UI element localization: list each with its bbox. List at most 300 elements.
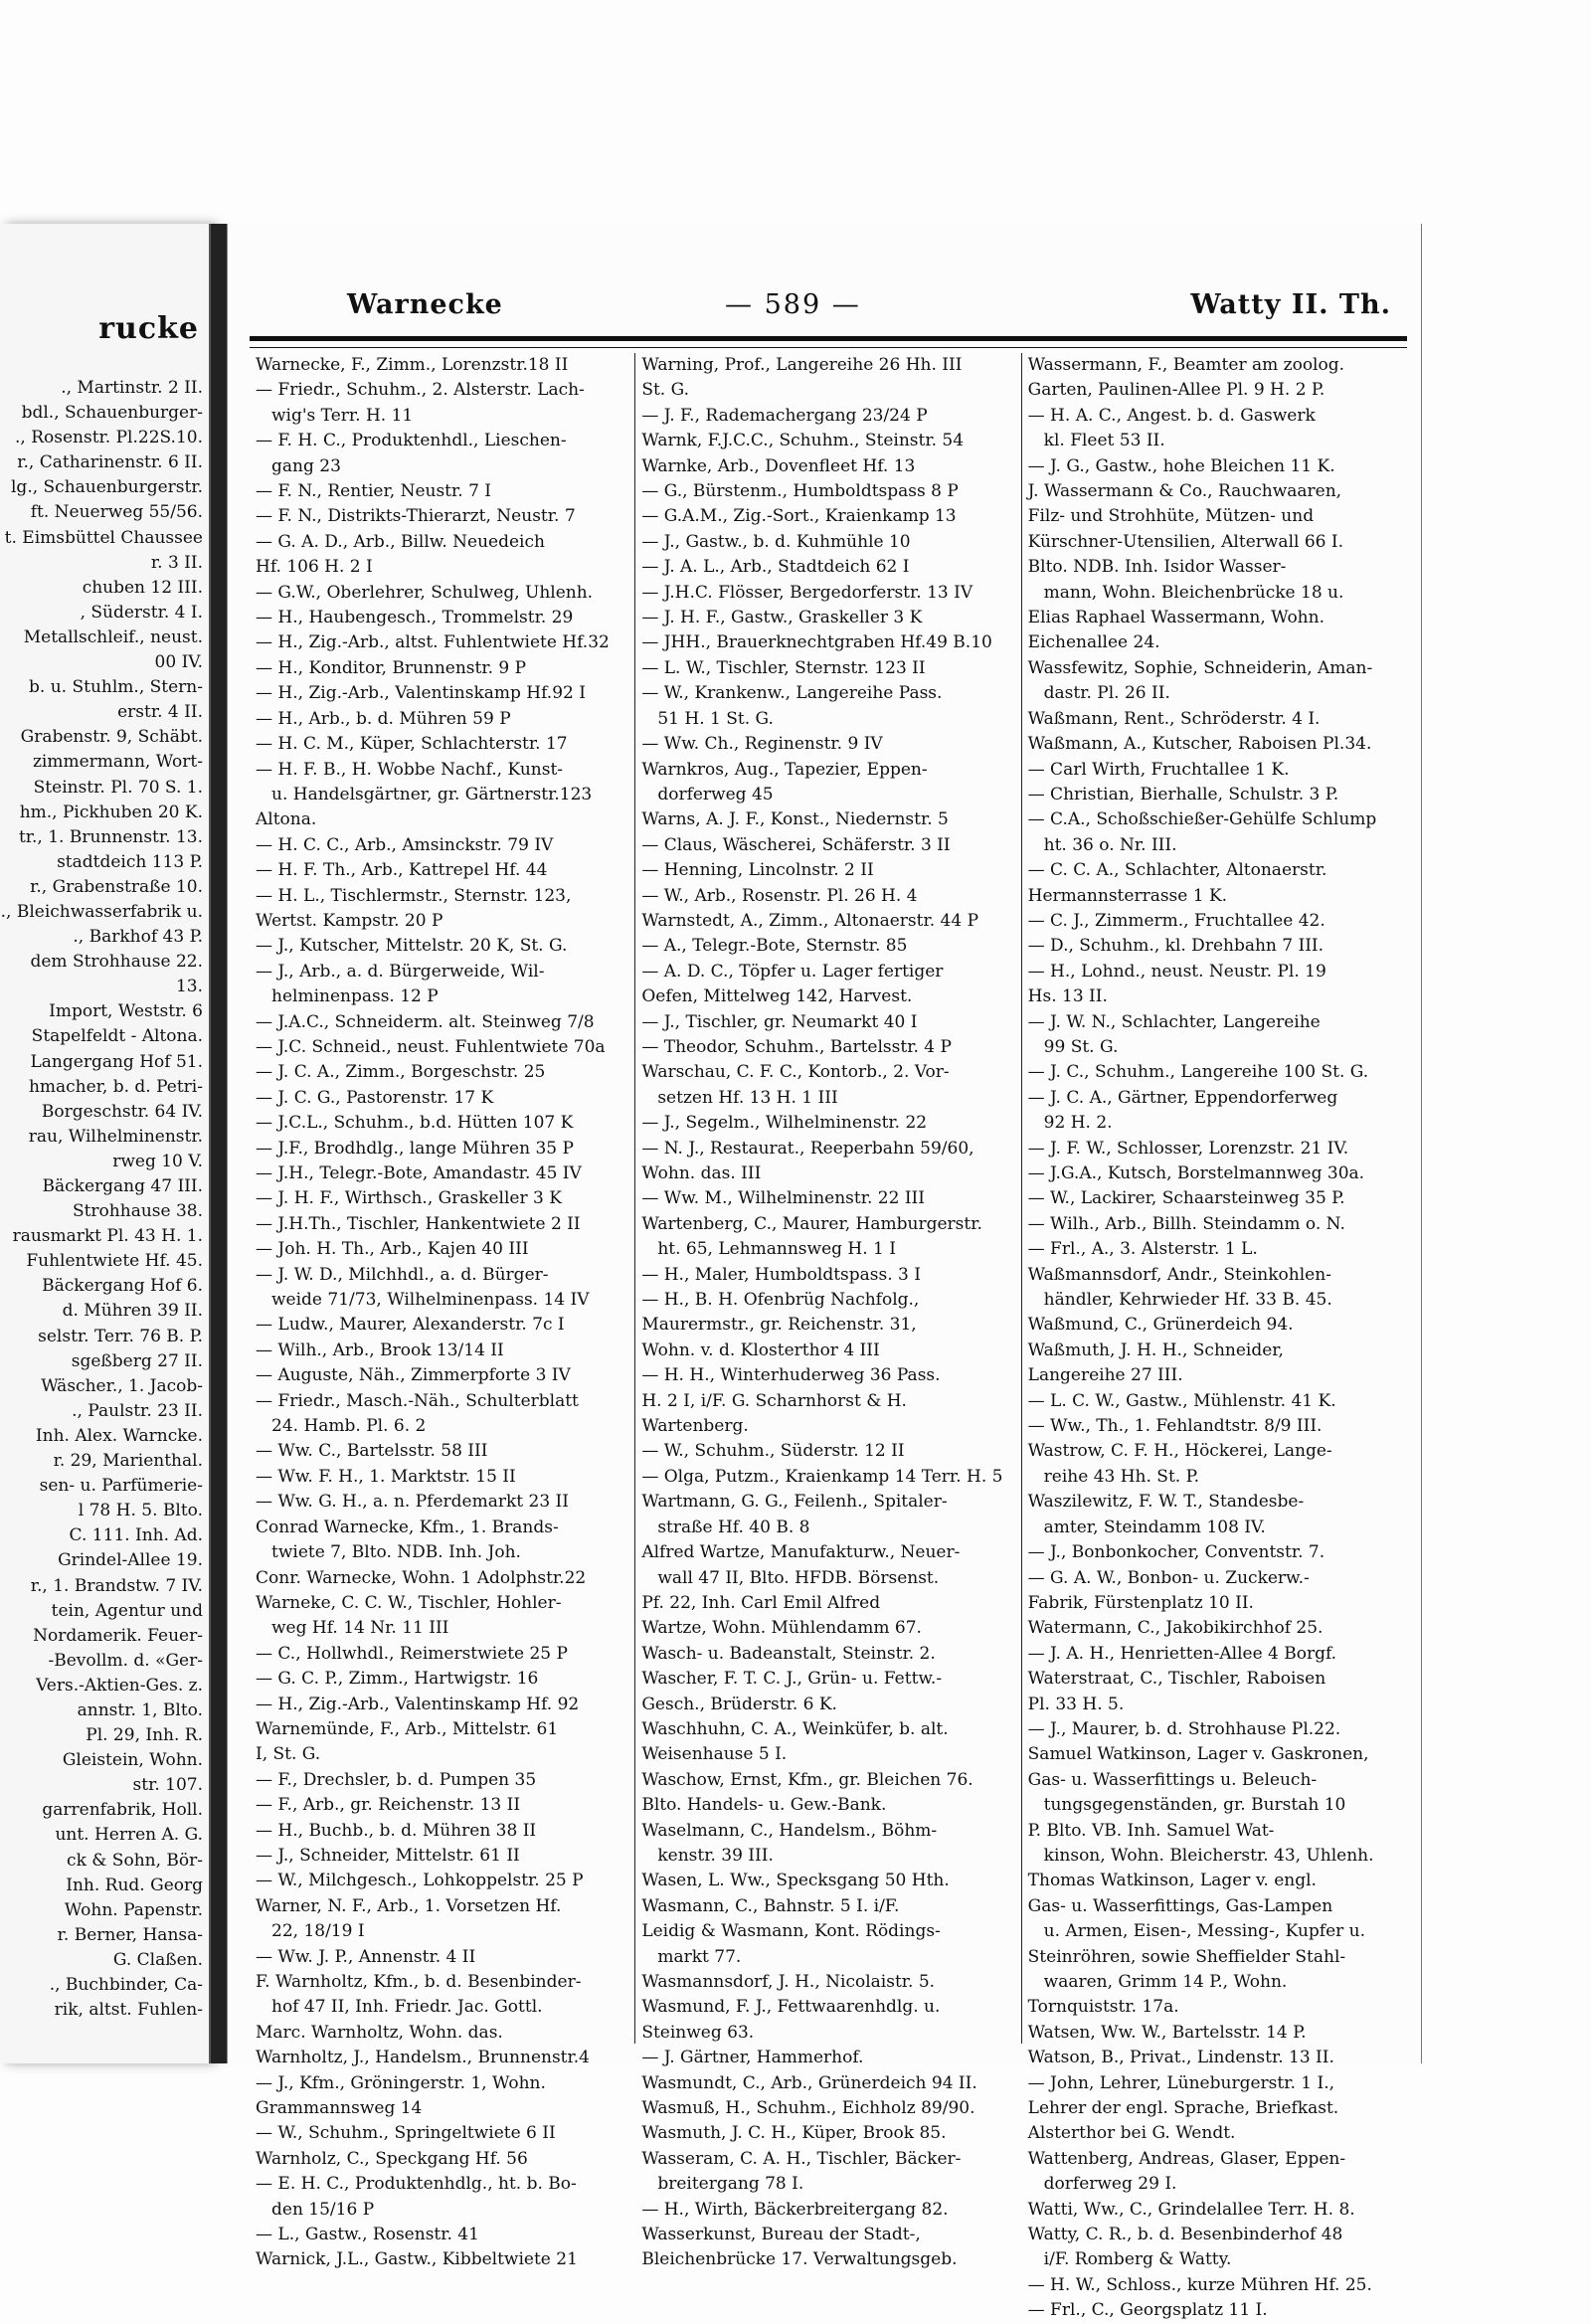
directory-entry-line: amter, Steindamm 108 IV. bbox=[1043, 1517, 1266, 1537]
directory-entry-line: Wasmundt, C., Arb., Grünerdeich 94 II. bbox=[641, 2072, 977, 2093]
directory-entry-line: den 15/16 P bbox=[271, 2199, 375, 2220]
left-page-line: 13. bbox=[175, 977, 203, 997]
left-page-line: Grabenstr. 9, Schäbt. bbox=[20, 727, 203, 748]
directory-entry-line: Waschhuhn, C. A., Weinküfer, b. alt. bbox=[641, 1718, 949, 1739]
directory-entry-line: Waszilewitz, F. W. T., Standesbe- bbox=[1027, 1492, 1305, 1513]
directory-entry-line: Waßmuth, J. H. H., Schneider, bbox=[1027, 1340, 1284, 1360]
directory-entry-line: händler, Kehrwieder Hf. 33 B. 45. bbox=[1043, 1290, 1332, 1311]
directory-entry-line: H. 2 I, i/F. G. Scharnhorst & H. bbox=[641, 1390, 907, 1411]
directory-entry-line: 99 St. G. bbox=[1043, 1036, 1119, 1057]
left-page-line: Inh. Rud. Georg bbox=[66, 1875, 203, 1895]
directory-entry-line: Weisenhause 5 I. bbox=[641, 1744, 788, 1765]
left-page-line: erstr. 4 II. bbox=[117, 702, 203, 723]
left-page-line: ., Barkhof 43 P. bbox=[73, 927, 203, 948]
directory-entry-line: Pl. 33 H. 5. bbox=[1027, 1694, 1125, 1714]
directory-entry-line: — J., Maurer, b. d. Strohhause Pl.22. bbox=[1027, 1718, 1341, 1739]
directory-entry-line: Waselmann, C., Handelsm., Böhm- bbox=[641, 1820, 938, 1841]
directory-entry-line: — J. G., Gastw., hohe Bleichen 11 K. bbox=[1027, 455, 1335, 476]
directory-entry-line: Warnemünde, F., Arb., Mittelstr. 61 bbox=[256, 1718, 559, 1739]
directory-entry-line: ht. 65, Lehmannsweg H. 1 I bbox=[657, 1239, 896, 1260]
directory-entry-line: — H. C. M., Küper, Schlachterstr. 17 bbox=[256, 734, 568, 755]
left-page-line: stadtdeich 113 P. bbox=[57, 851, 203, 872]
directory-entry-line: — Ww. M., Wilhelminenstr. 22 III bbox=[641, 1188, 925, 1209]
left-page-line: r. 3 II. bbox=[150, 552, 203, 573]
directory-entry-line: — Frl., C., Georgsplatz 11 I. bbox=[1027, 2300, 1268, 2321]
directory-entry-line: — W., Krankenw., Langereihe Pass. bbox=[641, 683, 943, 704]
directory-entry-line: — Friedr., Masch.-Näh., Schulterblatt bbox=[256, 1390, 579, 1411]
running-head-right: Watty II. Th. bbox=[1190, 289, 1391, 320]
directory-entry-line: Warnholtz, J., Handelsm., Brunnenstr.4 bbox=[256, 2048, 590, 2068]
directory-entry-line: Warns, A. J. F., Konst., Niedernstr. 5 bbox=[641, 809, 949, 830]
directory-entry-line: — F., Arb., gr. Reichenstr. 13 II bbox=[256, 1795, 521, 1816]
left-page-line: Wäscher., 1. Jacob- bbox=[41, 1375, 203, 1396]
left-page-line: Bäckergang 47 III. bbox=[42, 1176, 203, 1196]
directory-entry-line: kinson, Wohn. Bleicherstr. 43, Uhlenh. bbox=[1043, 1845, 1374, 1866]
directory-entry-line: — J.H.C. Flösser, Bergedorferstr. 13 IV bbox=[641, 582, 973, 603]
running-head-left: Warnecke bbox=[347, 289, 503, 320]
directory-entry-line: wig's Terr. H. 11 bbox=[271, 405, 414, 426]
left-page-line: Vers.-Aktien-Ges. z. bbox=[36, 1675, 203, 1696]
left-page-line: unt. Herren A. G. bbox=[55, 1825, 203, 1846]
directory-entry-line: dorferweg 29 I. bbox=[1043, 2174, 1177, 2195]
directory-entry-line: straße Hf. 40 B. 8 bbox=[657, 1517, 810, 1537]
directory-entry-line: 92 H. 2. bbox=[1043, 1113, 1113, 1134]
directory-entry-line: — H. F. Th., Arb., Kattrepel Hf. 44 bbox=[256, 860, 548, 881]
directory-entry-line: Fabrik, Fürstenplatz 10 II. bbox=[1027, 1592, 1254, 1613]
left-page-line: Stapelfeldt - Altona. bbox=[31, 1026, 203, 1047]
directory-entry-line: Pf. 22, Inh. Carl Emil Alfred bbox=[641, 1592, 881, 1613]
directory-entry-line: — J.C.L., Schuhm., b.d. Hütten 107 K bbox=[256, 1113, 574, 1134]
directory-entry-line: Wasserkunst, Bureau der Stadt-, bbox=[641, 2225, 921, 2245]
left-page-line: Gleistein, Wohn. bbox=[62, 1750, 203, 1771]
left-page-line: C. 111. Inh. Ad. bbox=[69, 1525, 203, 1546]
directory-entry-line: Watti, Ww., C., Grindelallee Terr. H. 8. bbox=[1027, 2199, 1355, 2220]
directory-entry-line: — H., Maler, Humboldtspass. 3 I bbox=[641, 1264, 921, 1285]
directory-page bbox=[227, 224, 1422, 2321]
directory-entry-line: — H., Konditor, Brunnenstr. 9 P bbox=[256, 657, 527, 678]
directory-entry-line: markt 77. bbox=[657, 1946, 742, 1967]
directory-entry-line: 24. Hamb. Pl. 6. 2 bbox=[271, 1416, 427, 1437]
directory-entry-line: Lehrer der engl. Sprache, Briefkast. bbox=[1027, 2098, 1339, 2119]
directory-entry-line: Warning, Prof., Langereihe 26 Hh. III bbox=[641, 355, 963, 375]
directory-entry-line: — H., Zig.-Arb., altst. Fuhlentwiete Hf.32 bbox=[256, 632, 610, 653]
directory-entry-line: Wasmannsdorf, J. H., Nicolaistr. 5. bbox=[641, 1972, 936, 1992]
directory-entry-line: — H., Zig.-Arb., Valentinskamp Hf.92 I bbox=[256, 683, 586, 704]
directory-entry-line: — Theodor, Schuhm., Bartelsstr. 4 P bbox=[641, 1036, 952, 1057]
directory-entry-line: Thomas Watkinson, Lager v. engl. bbox=[1027, 1871, 1317, 1891]
directory-entry-line: hof 47 II, Inh. Friedr. Jac. Gottl. bbox=[271, 1997, 543, 2018]
left-page-line: ck & Sohn, Bör- bbox=[67, 1850, 203, 1871]
directory-entry-line: Steinweg 63. bbox=[641, 2022, 755, 2043]
directory-entry-line: Blto. Handels- u. Gew.-Bank. bbox=[641, 1795, 887, 1816]
left-page-line: sen- u. Parfümerie- bbox=[39, 1476, 203, 1497]
directory-entry-line: Wartenberg, C., Maurer, Hamburgerstr. bbox=[641, 1213, 982, 1234]
page-header bbox=[248, 283, 1411, 335]
directory-entry-line: — W., Arb., Rosenstr. Pl. 26 H. 4 bbox=[641, 885, 918, 906]
directory-entry-line: — G. A. D., Arb., Billw. Neuedeich bbox=[256, 531, 545, 552]
directory-entry-line: — J.G.A., Kutsch, Borstelmannweg 30a. bbox=[1027, 1163, 1365, 1183]
directory-entry-line: Wattenberg, Andreas, Glaser, Eppen- bbox=[1027, 2148, 1346, 2169]
directory-entry-line: Warnecke, F., Zimm., Lorenzstr.18 II bbox=[256, 355, 569, 375]
directory-entry-line: — H. A. C., Angest. b. d. Gaswerk bbox=[1027, 405, 1316, 426]
left-page-line: dem Strohhause 22. bbox=[30, 952, 203, 973]
directory-entry-line: — Ww. C., Bartelsstr. 58 III bbox=[256, 1441, 488, 1462]
left-page-line: tein, Agentur und bbox=[51, 1600, 203, 1621]
directory-entry-line: — F. H. C., Produktenhdl., Lieschen- bbox=[256, 431, 567, 451]
directory-entry-line: — H., Buchb., b. d. Mühren 38 II bbox=[256, 1820, 537, 1841]
directory-entry-line: Bleichenbrücke 17. Verwaltungsgeb. bbox=[641, 2249, 958, 2270]
left-page-line: r. 29, Marienthal. bbox=[53, 1451, 203, 1472]
left-page-line: garrenfabrik, Holl. bbox=[42, 1800, 203, 1821]
directory-entry-line: Wasmund, F. J., Fettwaarenhdlg. u. bbox=[641, 1997, 941, 2018]
directory-entry-line: — H., Haubengesch., Trommelstr. 29 bbox=[256, 608, 574, 628]
directory-entry-line: i/F. Romberg & Watty. bbox=[1043, 2249, 1232, 2270]
directory-entry-line: 22, 18/19 I bbox=[271, 1921, 365, 1942]
directory-entry-line: — F. N., Distrikts-Thierarzt, Neustr. 7 bbox=[256, 506, 576, 527]
left-page-line: r. Berner, Hansa- bbox=[57, 1924, 203, 1945]
directory-entry-line: Watty, C. R., b. d. Besenbinderhof 48 bbox=[1027, 2225, 1343, 2245]
left-page-line: Langergang Hof 51. bbox=[30, 1051, 203, 1072]
directory-entry-line: — J.A.C., Schneiderm. alt. Steinweg 7/8 bbox=[256, 1011, 595, 1032]
directory-entry-line: P. Blto. VB. Inh. Samuel Wat- bbox=[1027, 1820, 1275, 1841]
directory-entry-line: kl. Fleet 53 II. bbox=[1043, 431, 1165, 451]
directory-entry-line: Warnick, J.L., Gastw., Kibbeltwiete 21 bbox=[256, 2249, 578, 2270]
directory-entry-line: Wascher, F. T. C. J., Grün- u. Fettw.- bbox=[641, 1669, 943, 1690]
left-page-running-head: rucke bbox=[98, 311, 199, 346]
directory-entry-line: — J., Segelm., Wilhelminenstr. 22 bbox=[641, 1113, 928, 1134]
left-page-line: Inh. Alex. Warncke. bbox=[35, 1425, 203, 1446]
directory-entry-line: Waßmund, C., Grünerdeich 94. bbox=[1027, 1315, 1294, 1336]
left-page-line: ., Bleichwasserfabrik u. bbox=[0, 901, 203, 922]
directory-entry-line: Gas- u. Wasserfittings u. Beleuch- bbox=[1027, 1769, 1318, 1790]
directory-entry-line: Waßmannsdorf, Andr., Steinkohlen- bbox=[1027, 1264, 1331, 1285]
left-page-line: ., Rosenstr. Pl.22S.10. bbox=[15, 428, 203, 448]
directory-entry-line: twiete 7, Blto. NDB. Inh. Joh. bbox=[271, 1542, 521, 1563]
left-page-line: rau, Wilhelminenstr. bbox=[28, 1126, 203, 1147]
directory-entry-line: Blto. NDB. Inh. Isidor Wasser- bbox=[1027, 557, 1287, 578]
directory-entry-line: — W., Schuhm., Süderstr. 12 II bbox=[641, 1441, 905, 1462]
directory-entry-line: — Christian, Bierhalle, Schulstr. 3 P. bbox=[1027, 784, 1339, 804]
directory-entry-line: — D., Schuhm., kl. Drehbahn 7 III. bbox=[1027, 936, 1325, 957]
left-page-line: rik, altst. Fuhlen- bbox=[54, 2000, 203, 2021]
directory-entry-line: Wartze, Wohn. Mühlendamm 67. bbox=[641, 1618, 922, 1639]
left-page-line: ., Paulstr. 23 II. bbox=[72, 1400, 203, 1421]
left-page-line: chuben 12 III. bbox=[82, 577, 203, 598]
left-page-line: 00 IV. bbox=[154, 652, 203, 673]
left-page-line: Pl. 29, Inh. R. bbox=[86, 1725, 203, 1746]
directory-entry-line: — Joh. H. Th., Arb., Kajen 40 III bbox=[256, 1239, 529, 1260]
directory-entry-line: Wasmann, C., Bahnstr. 5 I. i/F. bbox=[641, 1895, 900, 1916]
directory-entry-line: F. Warnholtz, Kfm., b. d. Besenbinder- bbox=[256, 1972, 582, 1992]
directory-entry-line: Warnkros, Aug., Tapezier, Eppen- bbox=[641, 759, 928, 780]
directory-entry-line: Leidig & Wasmann, Kont. Rödings- bbox=[641, 1921, 941, 1942]
directory-entry-line: — J.C. Schneid., neust. Fuhlentwiete 70a bbox=[256, 1036, 606, 1057]
directory-entry-line: — J.H., Telegr.-Bote, Amandastr. 45 IV bbox=[256, 1163, 582, 1183]
directory-entry-line: Wartenberg. bbox=[641, 1416, 749, 1437]
directory-entry-line: wall 47 II, Blto. HFDB. Börsenst. bbox=[657, 1567, 940, 1588]
directory-entry-line: weg Hf. 14 Nr. 11 III bbox=[271, 1618, 449, 1639]
directory-entry-line: — Frl., A., 3. Alsterstr. 1 L. bbox=[1027, 1239, 1258, 1260]
directory-entry-line: St. G. bbox=[641, 380, 689, 401]
left-page-line: G. Claßen. bbox=[112, 1949, 203, 1970]
left-page-line: Steinstr. Pl. 70 S. 1. bbox=[33, 777, 203, 798]
directory-column-1 bbox=[250, 353, 634, 2270]
directory-entry-line: — L., Gastw., Rosenstr. 41 bbox=[256, 2225, 479, 2245]
directory-entry-line: Steinröhren, sowie Sheffielder Stahl- bbox=[1027, 1946, 1346, 1967]
directory-entry-line: — J. W. N., Schlachter, Langereihe bbox=[1027, 1011, 1321, 1032]
directory-entry-line: — G. A. W., Bonbon- u. Zuckerw.- bbox=[1027, 1567, 1310, 1588]
directory-entry-line: — J. W. D., Milchhdl., a. d. Bürger- bbox=[256, 1264, 549, 1285]
directory-entry-line: — W., Milchgesch., Lohkoppelstr. 25 P bbox=[256, 1871, 584, 1891]
header-rule bbox=[250, 336, 1407, 348]
directory-entry-line: breitergang 78 I. bbox=[657, 2174, 804, 2195]
directory-entry-line: Wassermann, F., Beamter am zoolog. bbox=[1027, 355, 1345, 375]
directory-entry-line: Altona. bbox=[256, 809, 317, 830]
directory-entry-line: Warnstedt, A., Zimm., Altonaerstr. 44 P bbox=[641, 910, 979, 931]
directory-entry-line: — W., Schuhm., Springeltwiete 6 II bbox=[256, 2123, 556, 2144]
directory-entry-line: — JHH., Brauerknechtgraben Hf.49 B.10 bbox=[641, 632, 992, 653]
directory-entry-line: dorferweg 45 bbox=[657, 784, 774, 804]
directory-entry-line: waaren, Grimm 14 P., Wohn. bbox=[1043, 1972, 1288, 1992]
directory-entry-line: — Wilh., Arb., Brook 13/14 II bbox=[256, 1340, 504, 1360]
directory-entry-line: — C. C. A., Schlachter, Altonaerstr. bbox=[1027, 860, 1327, 881]
left-page-line: b. u. Stuhlm., Stern- bbox=[29, 677, 203, 698]
left-page-line: Grindel-Allee 19. bbox=[58, 1550, 203, 1571]
left-page-line: Strohhause 38. bbox=[72, 1201, 203, 1222]
left-page-line: Nordamerik. Feuer- bbox=[33, 1625, 203, 1646]
directory-entry-line: Warnke, Arb., Dovenfleet Hf. 13 bbox=[641, 455, 916, 476]
directory-entry-line: setzen Hf. 13 H. 1 III bbox=[657, 1087, 838, 1108]
directory-entry-line: — J. A. H., Henrietten-Allee 4 Borgf. bbox=[1027, 1643, 1337, 1664]
directory-entry-line: — L. W., Tischler, Sternstr. 123 II bbox=[641, 657, 926, 678]
left-page-line: Fuhlentwiete Hf. 45. bbox=[26, 1251, 203, 1272]
left-page-line: hm., Pickhuben 20 K. bbox=[19, 802, 203, 822]
left-page-line: str. 107. bbox=[132, 1775, 203, 1796]
directory-entry-line: Watson, B., Privat., Lindenstr. 13 II. bbox=[1027, 2048, 1334, 2068]
directory-entry-line: — J.F., Brodhdlg., lange Mühren 35 P bbox=[256, 1138, 574, 1159]
directory-entry-line: Conr. Warnecke, Wohn. 1 Adolphstr.22 bbox=[256, 1567, 587, 1588]
directory-entry-line: Elias Raphael Wassermann, Wohn. bbox=[1027, 608, 1325, 628]
directory-entry-line: — W., Lackirer, Schaarsteinweg 35 P. bbox=[1027, 1188, 1345, 1209]
directory-entry-line: — H. H., Winterhuderweg 36 Pass. bbox=[641, 1365, 941, 1386]
directory-entry-line: Watermann, C., Jakobikirchhof 25. bbox=[1027, 1618, 1324, 1639]
left-page-line: l 78 H. 5. Blto. bbox=[78, 1501, 203, 1521]
directory-entry-line: — J., Kutscher, Mittelstr. 20 K, St. G. bbox=[256, 936, 568, 957]
directory-entry-line: weide 71/73, Wilhelminenpass. 14 IV bbox=[271, 1290, 590, 1311]
directory-entry-line: Wastrow, C. F. H., Höckerei, Lange- bbox=[1027, 1441, 1332, 1462]
left-page-line: bdl., Schauenburger- bbox=[21, 403, 203, 424]
directory-entry-line: Samuel Watkinson, Lager v. Gaskronen, bbox=[1027, 1744, 1369, 1765]
left-page-line: , Süderstr. 4 I. bbox=[80, 602, 203, 623]
directory-entry-line: u. Armen, Eisen-, Messing-, Kupfer u. bbox=[1043, 1921, 1366, 1942]
directory-entry-line: — G.A.M., Zig.-Sort., Kraienkamp 13 bbox=[641, 506, 957, 527]
left-page-line: ft. Neuerweg 55/56. bbox=[30, 502, 203, 523]
left-page-line: annstr. 1, Blto. bbox=[77, 1699, 203, 1720]
directory-entry-line: — J. H. F., Wirthsch., Graskeller 3 K bbox=[256, 1188, 562, 1209]
directory-entry-line: Grammannsweg 14 bbox=[256, 2098, 423, 2119]
directory-entry-line: — John, Lehrer, Lüneburgerstr. 1 I., bbox=[1027, 2072, 1335, 2093]
left-page-line: hmacher, b. d. Petri- bbox=[28, 1076, 203, 1097]
directory-entry-line: — C., Hollwhdl., Reimerstwiete 25 P bbox=[256, 1643, 568, 1664]
left-page-line: Wohn. Papenstr. bbox=[64, 1899, 203, 1920]
directory-entry-line: — H. W., Schloss., kurze Mühren Hf. 25. bbox=[1027, 2274, 1372, 2295]
directory-entry-line: Wasmuß, H., Schuhm., Eichholz 89/90. bbox=[641, 2098, 975, 2119]
directory-entry-line: Waterstraat, C., Tischler, Raboisen bbox=[1027, 1669, 1326, 1690]
directory-entry-line: Filz- und Strohhüte, Mützen- und bbox=[1027, 506, 1315, 527]
directory-entry-line: — C. J., Zimmerm., Fruchtallee 42. bbox=[1027, 910, 1326, 931]
directory-entry-line: — H. L., Tischlermstr., Sternstr. 123, bbox=[256, 885, 572, 906]
left-page-line: selstr. Terr. 76 B. P. bbox=[38, 1326, 203, 1346]
directory-entry-line: — Ww. F. H., 1. Marktstr. 15 II bbox=[256, 1466, 516, 1487]
left-page-line: zimmermann, Wort- bbox=[32, 752, 203, 773]
directory-entry-line: ht. 36 o. Nr. III. bbox=[1043, 834, 1177, 855]
directory-entry-line: — G., Bürstenm., Humboldtspass 8 P bbox=[641, 481, 959, 502]
directory-entry-line: — Claus, Wäscherei, Schäferstr. 3 II bbox=[641, 834, 951, 855]
directory-entry-line: Wohn. das. III bbox=[641, 1163, 762, 1183]
directory-entry-line: J. Wassermann & Co., Rauchwaaren, bbox=[1027, 481, 1342, 502]
directory-entry-line: — Ww., Th., 1. Fehlandtstr. 8/9 III. bbox=[1027, 1416, 1323, 1437]
directory-entry-line: Hf. 106 H. 2 I bbox=[256, 557, 373, 578]
directory-entry-line: dastr. Pl. 26 II. bbox=[1043, 683, 1170, 704]
directory-entry-line: — Auguste, Näh., Zimmerpforte 3 IV bbox=[256, 1365, 571, 1386]
directory-entry-line: — Friedr., Schuhm., 2. Alsterstr. Lach- bbox=[256, 380, 585, 401]
directory-entry-line: Wartmann, G. G., Feilenh., Spitaler- bbox=[641, 1492, 948, 1513]
directory-entry-line: — G. C. P., Zimm., Hartwigstr. 16 bbox=[256, 1669, 539, 1690]
directory-entry-line: — G.W., Oberlehrer, Schulweg, Uhlenh. bbox=[256, 582, 594, 603]
left-page-line: Metallschleif., neust. bbox=[23, 626, 203, 647]
directory-entry-line: Wohn. v. d. Klosterthor 4 III bbox=[641, 1340, 880, 1360]
directory-entry-line: Wasen, L. Ww., Specksgang 50 Hth. bbox=[641, 1871, 950, 1891]
left-page-fragment bbox=[0, 224, 211, 2063]
left-page-line: rweg 10 V. bbox=[112, 1151, 203, 1171]
directory-entry-line: Maurermstr., gr. Reichenstr. 31, bbox=[641, 1315, 917, 1336]
directory-entry-line: — C.A., Schoßschießer-Gehülfe Schlump bbox=[1027, 809, 1377, 830]
directory-entry-line: Tornquiststr. 17a. bbox=[1027, 1997, 1179, 2018]
directory-entry-line: Hermannsterrasse 1 K. bbox=[1027, 885, 1228, 906]
left-page-line: ., Martinstr. 2 II. bbox=[61, 378, 203, 398]
directory-entry-line: Kürschner-Utensilien, Alterwall 66 I. bbox=[1027, 531, 1344, 552]
directory-entry-line: gang 23 bbox=[271, 455, 341, 476]
directory-entry-line: tungsgegenständen, gr. Burstah 10 bbox=[1043, 1795, 1346, 1816]
page-number: — 589 — bbox=[725, 289, 861, 320]
directory-column-2 bbox=[634, 353, 1020, 2270]
directory-entry-line: Waßmann, A., Kutscher, Raboisen Pl.34. bbox=[1027, 734, 1372, 755]
directory-entry-line: Gas- u. Wasserfittings, Gas-Lampen bbox=[1027, 1895, 1333, 1916]
directory-entry-line: — J., Bonbonkocher, Conventstr. 7. bbox=[1027, 1542, 1326, 1563]
directory-entry-line: Hs. 13 II. bbox=[1027, 986, 1108, 1007]
directory-entry-line: — J. F., Rademachergang 23/24 P bbox=[641, 405, 928, 426]
directory-entry-line: Langereihe 27 III. bbox=[1027, 1365, 1183, 1386]
directory-entry-line: Wertst. Kampstr. 20 P bbox=[256, 910, 443, 931]
directory-entry-line: — H., Zig.-Arb., Valentinskamp Hf. 92 bbox=[256, 1694, 580, 1714]
directory-columns bbox=[250, 353, 1407, 2321]
directory-entry-line: mann, Wohn. Bleichenbrücke 18 u. bbox=[1043, 582, 1344, 603]
directory-entry-line: Garten, Paulinen-Allee Pl. 9 H. 2 P. bbox=[1027, 380, 1326, 401]
left-page-line: ., Buchbinder, Ca- bbox=[49, 1975, 203, 1995]
left-page-line: Import, Weststr. 6 bbox=[49, 1001, 203, 1022]
directory-entry-line: — F., Drechsler, b. d. Pumpen 35 bbox=[256, 1769, 537, 1790]
directory-entry-line: — L. C. W., Gastw., Mühlenstr. 41 K. bbox=[1027, 1390, 1336, 1411]
left-page-line: tr., 1. Brunnenstr. 13. bbox=[18, 826, 203, 847]
directory-entry-line: helminenpass. 12 P bbox=[271, 986, 439, 1007]
directory-entry-line: — Ww. G. H., a. n. Pferdemarkt 23 II bbox=[256, 1492, 569, 1513]
left-page-line: -Bevollm. d. «Ger- bbox=[48, 1650, 203, 1671]
book-gutter bbox=[211, 224, 227, 2063]
directory-entry-line: — Carl Wirth, Fruchtallee 1 K. bbox=[1027, 759, 1290, 780]
directory-entry-line: — J., Schneider, Mittelstr. 61 II bbox=[256, 1845, 520, 1866]
directory-entry-line: kenstr. 39 III. bbox=[657, 1845, 774, 1866]
directory-entry-line: — Wilh., Arb., Billh. Steindamm o. N. bbox=[1027, 1213, 1345, 1234]
directory-entry-line: Alfred Wartze, Manufakturw., Neuer- bbox=[641, 1542, 961, 1563]
directory-entry-line: — J., Kfm., Gröningerstr. 1, Wohn. bbox=[256, 2072, 546, 2093]
left-page-line: d. Mühren 39 II. bbox=[62, 1301, 203, 1322]
directory-entry-line: Wasseram, C. A. H., Tischler, Bäcker- bbox=[641, 2148, 962, 2169]
directory-entry-line: — H. C. C., Arb., Amsinckstr. 79 IV bbox=[256, 834, 554, 855]
directory-entry-line: — Ludw., Maurer, Alexanderstr. 7c I bbox=[256, 1315, 565, 1336]
directory-entry-line: reihe 43 Hh. St. P. bbox=[1043, 1466, 1199, 1487]
directory-entry-line: Watsen, Ww. W., Bartelsstr. 14 P. bbox=[1027, 2022, 1307, 2043]
left-page-line: r., 1. Brandstw. 7 IV. bbox=[30, 1575, 203, 1596]
directory-entry-line: — J. C. A., Zimm., Borgeschstr. 25 bbox=[256, 1062, 546, 1083]
directory-entry-line: — E. H. C., Produktenhdlg., ht. b. Bo- bbox=[256, 2174, 577, 2195]
directory-entry-line: — J., Tischler, gr. Neumarkt 40 I bbox=[641, 1011, 918, 1032]
left-page-line: r., Grabenstraße 10. bbox=[30, 876, 203, 897]
directory-entry-line: — Ww. Ch., Reginenstr. 9 IV bbox=[641, 734, 883, 755]
directory-entry-line: I, St. G. bbox=[256, 1744, 321, 1765]
directory-entry-line: Marc. Warnholtz, Wohn. das. bbox=[256, 2022, 503, 2043]
directory-entry-line: — Henning, Lincolnstr. 2 II bbox=[641, 860, 874, 881]
directory-entry-line: — H., Arb., b. d. Mühren 59 P bbox=[256, 708, 511, 729]
directory-entry-line: — J. C. A., Gärtner, Eppendorferweg bbox=[1027, 1087, 1338, 1108]
left-page-line: sgeßberg 27 II. bbox=[71, 1350, 203, 1371]
directory-entry-line: Waßmann, Rent., Schröderstr. 4 I. bbox=[1027, 708, 1321, 729]
directory-entry-line: Alsterthor bei G. Wendt. bbox=[1027, 2123, 1236, 2144]
directory-entry-line: Oefen, Mittelweg 142, Harvest. bbox=[641, 986, 913, 1007]
directory-entry-line: u. Handelsgärtner, gr. Gärtnerstr.123 bbox=[271, 784, 593, 804]
directory-entry-line: Conrad Warnecke, Kfm., 1. Brands- bbox=[256, 1517, 559, 1537]
directory-entry-line: Gesch., Brüderstr. 6 K. bbox=[641, 1694, 837, 1714]
directory-entry-line: — H., Lohnd., neust. Neustr. Pl. 19 bbox=[1027, 961, 1326, 982]
directory-entry-line: — H. F. B., H. Wobbe Nachf., Kunst- bbox=[256, 759, 564, 780]
directory-entry-line: Wasmuth, J. C. H., Küper, Brook 85. bbox=[641, 2123, 947, 2144]
directory-entry-line: — J. A. L., Arb., Stadtdeich 62 I bbox=[641, 557, 910, 578]
directory-entry-line: — Olga, Putzm., Kraienkamp 14 Terr. H. 5 bbox=[641, 1466, 1003, 1487]
directory-entry-line: 51 H. 1 St. G. bbox=[657, 708, 774, 729]
directory-entry-line: — J. F. W., Schlosser, Lorenzstr. 21 IV. bbox=[1027, 1138, 1349, 1159]
directory-entry-line: Wassfewitz, Sophie, Schneiderin, Aman- bbox=[1027, 657, 1373, 678]
directory-entry-line: — J., Arb., a. d. Bürgerweide, Wil- bbox=[256, 961, 545, 982]
directory-entry-line: Warschau, C. F. C., Kontorb., 2. Vor- bbox=[641, 1062, 950, 1083]
directory-entry-line: — F. N., Rentier, Neustr. 7 I bbox=[256, 481, 492, 502]
left-page-line: r., Catharinenstr. 6 II. bbox=[17, 452, 203, 473]
directory-entry-line: Warneke, C. C. W., Tischler, Hohler- bbox=[256, 1592, 562, 1613]
directory-entry-line: — J. Gärtner, Hammerhof. bbox=[641, 2048, 864, 2068]
directory-entry-line: Warnholz, C., Speckgang Hf. 56 bbox=[256, 2148, 528, 2169]
left-page-line: Bäckergang Hof 6. bbox=[42, 1276, 203, 1297]
directory-entry-line: Warner, N. F., Arb., 1. Vorsetzen Hf. bbox=[256, 1895, 562, 1916]
left-page-line: lg., Schauenburgerstr. bbox=[11, 477, 203, 498]
left-page-lines bbox=[0, 376, 209, 2023]
left-page-line: t. Eimsbüttel Chaussee bbox=[4, 527, 203, 548]
directory-entry-line: — A. D. C., Töpfer u. Lager fertiger bbox=[641, 961, 944, 982]
directory-entry-line: Warnk, F.J.C.C., Schuhm., Steinstr. 54 bbox=[641, 431, 965, 451]
directory-entry-line: — J. H. F., Gastw., Graskeller 3 K bbox=[641, 608, 923, 628]
left-page-line: rausmarkt Pl. 43 H. 1. bbox=[12, 1226, 203, 1247]
directory-entry-line: Eichenallee 24. bbox=[1027, 632, 1160, 653]
directory-entry-line: — J. C. G., Pastorenstr. 17 K bbox=[256, 1087, 494, 1108]
left-page-line: Borgeschstr. 64 IV. bbox=[41, 1101, 203, 1122]
directory-entry-line: — Ww. J. P., Annenstr. 4 II bbox=[256, 1946, 476, 1967]
